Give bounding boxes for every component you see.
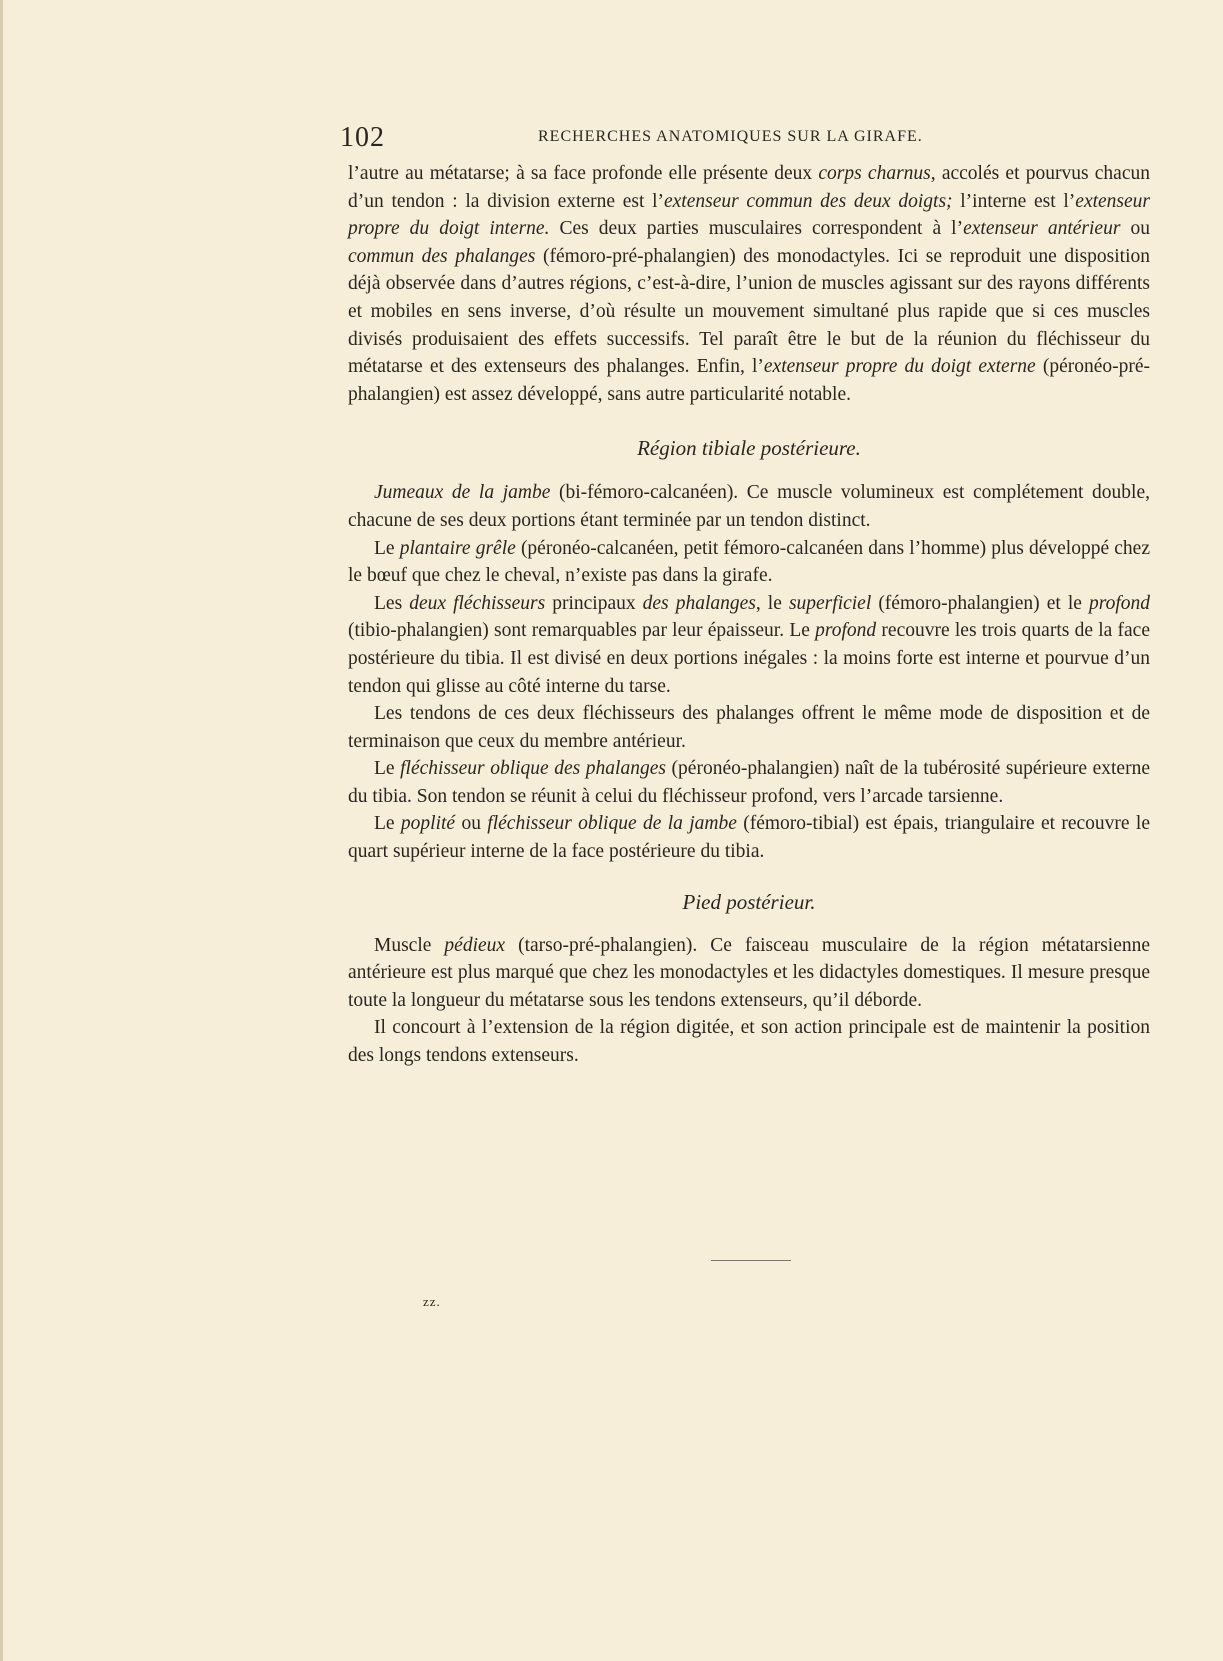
italic-term: Jumeaux de la jambe <box>374 482 551 504</box>
text-run: (péronéo-pré-phalangien) est assez développé, sans autre particularité notable. <box>348 356 1151 405</box>
text-run: Muscle <box>374 934 445 956</box>
paragraph-flechisseur-oblique <box>348 755 1150 810</box>
italic-term: extenseur antérieur <box>963 218 1121 240</box>
italic-term: profond <box>1088 592 1151 614</box>
text-run: ou <box>455 813 488 835</box>
italic-term: poplité <box>400 813 456 835</box>
text-run: , le <box>755 592 789 614</box>
text-run: (péronéo-phalangien) naît de la tubérosité supérieure externe du tibia. Son tendon se réunit à celui du fléchisseur profond, vers l’arcade tarsienne. <box>348 758 1150 807</box>
italic-term: fléchisseur oblique de la jambe <box>487 813 737 835</box>
page-number: 102 <box>340 122 385 153</box>
italic-term: extenseur commun des deux doigts; <box>664 190 953 212</box>
italic-term: superficiel <box>788 592 872 614</box>
italic-term: corps charnus <box>818 163 931 184</box>
paragraph-jumeaux <box>348 479 1150 534</box>
text-run: Il concourt à l’extension de la région digitée, et son action principale est de maintenir la position des longs tendons extenseurs. <box>348 1017 1150 1067</box>
text-run: (bi-fémoro-calcanéen). Ce muscle volumineux est complétement double, chacune de ses deux portions étant terminée par un tendon distinct. <box>348 482 1151 531</box>
text-run: (péronéo-calcanéen, petit fémoro-calcanéen dans l’homme) plus développé chez le bœuf que chez le cheval, n’existe pas dans la girafe. <box>348 537 1150 587</box>
text-run: l’autre au métatarse; à sa face profonde elle présente deux <box>348 163 819 184</box>
italic-term: deux fléchisseurs <box>409 592 546 614</box>
running-head <box>340 120 1150 156</box>
text-run: , accolés et pourvus chacun d’un tendon : la division externe est l’ <box>348 163 1150 212</box>
paragraph-concourt <box>348 1014 1150 1069</box>
text-run: (tibio-phalangien) sont remarquables par leur épaisseur. Le <box>348 620 816 642</box>
italic-term: profond <box>815 620 877 642</box>
text-run: Les tendons de ces deux fléchisseurs des phalanges offrent le même mode de disposition et de terminaison que ceux du membre antérieur. <box>348 703 1150 752</box>
section-title-tibial: Région tibiale postérieure. <box>637 436 861 461</box>
text-run: (fémoro-tibial) est épais, triangulaire et recouvre le quart supérieur interne de la face postérieure du tibia. <box>348 813 1151 863</box>
text-run: (fémoro-pré-phalangien) des monodactyles. Ici se reproduit une disposition déjà observée dans d’autres régions, c’est-à-dire, l’union de muscles agissant sur des rayons différents et mobiles en sens inverse, d’où résulte un mouvement simultané plus rapide que si ces muscles divisés produisaient des effets successifs. Tel paraît être le but de la réunion du fléchisseur du métatarse et des extenseurs des phalanges. Enfin, l’ <box>348 245 1150 378</box>
text-run: Les <box>374 592 410 614</box>
text-run: Le <box>374 813 401 835</box>
italic-term: extenseur propre du doigt externe <box>763 356 1036 378</box>
paragraph-poplite <box>348 810 1150 865</box>
italic-term: pédieux <box>444 934 506 956</box>
text-run: (tarso-pré-phalangien). Ce faisceau musculaire de la région métatarsienne antérieure est plus marqué que chez les monodactyles et les didactyles domestiques. Il mesure presque toute la longueur du métatarse sous les tendons extenseurs, qu’il déborde. <box>348 934 1151 1011</box>
running-title: RECHERCHES ANATOMIQUES SUR LA GIRAFE. <box>538 128 923 145</box>
italic-term: fléchisseur oblique des phalanges <box>400 758 666 780</box>
end-rule <box>711 1260 791 1261</box>
text-run: l’interne est l’ <box>952 190 1076 212</box>
signature-mark: zz. <box>423 1294 441 1309</box>
paragraph-extensors <box>348 160 1150 408</box>
text-run: (fémoro-phalangien) et le <box>871 592 1089 614</box>
paragraph-flechisseurs <box>348 590 1150 700</box>
text-run: ou <box>1120 218 1150 240</box>
text-run: recouvre les trois quarts de la face postérieure du tibia. Il est divisé en deux portions inégales : la moins forte est interne et pourvue d’un tendon qui glisse au côté interne du tarse. <box>348 620 1150 697</box>
paragraph-pedieux <box>348 932 1150 1015</box>
italic-term: extenseur propre du doigt interne. <box>348 190 1151 240</box>
text-run: Le <box>374 758 401 780</box>
text-run: Ces deux parties musculaires correspondent à l’ <box>549 218 964 240</box>
italic-term: plantaire grêle <box>399 537 516 559</box>
page-edge <box>0 0 3 1661</box>
section-title-pied: Pied postérieur. <box>682 889 816 914</box>
italic-term: des phalanges <box>642 592 756 614</box>
text-run: Le <box>374 537 400 559</box>
text-run: principaux <box>545 592 643 614</box>
paragraph-tendons <box>348 700 1150 755</box>
paragraph-plantaire <box>348 535 1150 590</box>
italic-term: commun des phalanges <box>348 245 536 267</box>
page-text <box>340 120 1151 1070</box>
